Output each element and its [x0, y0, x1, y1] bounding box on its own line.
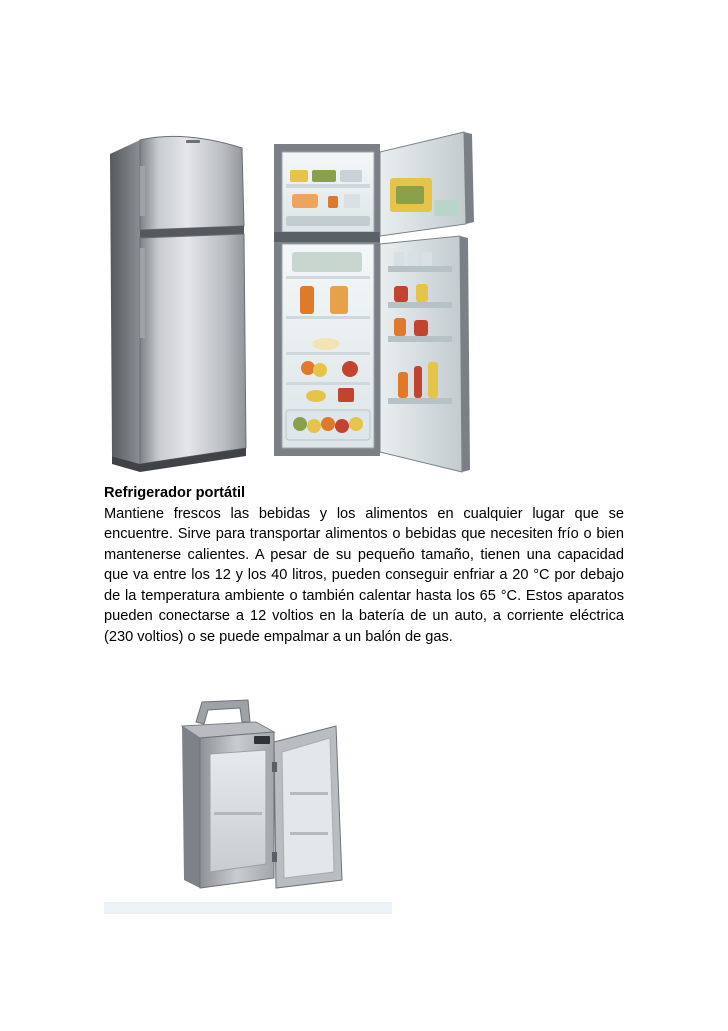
- floor-strip: [104, 902, 392, 914]
- mini-fridge: [182, 700, 342, 888]
- refrigerator-illustration: [104, 126, 476, 476]
- section-heading: Refrigerador portátil: [104, 485, 246, 501]
- article-text: [104, 483, 624, 647]
- portable-fridge-illustration: [104, 692, 392, 914]
- closed-refrigerator: [110, 136, 246, 472]
- open-refrigerator: [274, 132, 474, 472]
- description-paragraph: Mantiene frescos las bebidas y los alimentos en cualquier lugar que se encuentre. Sirve para transportar alimentos o bebidas que necesiten frío o bien mantenerse calientes. A pesar de su pequeño tamaño, tienen una capacidad que va entre los 12 y los 40 litros, pueden conseguir enfriar a 20 °C por debajo de la temperatura ambiente o también calentar hasta los 65 °C. Estos aparatos pueden conectarse a 12 voltios en la batería de un auto, a corriente eléctrica (230 voltios) o se puede empalmar a un balón de gas.: [104, 505, 624, 645]
